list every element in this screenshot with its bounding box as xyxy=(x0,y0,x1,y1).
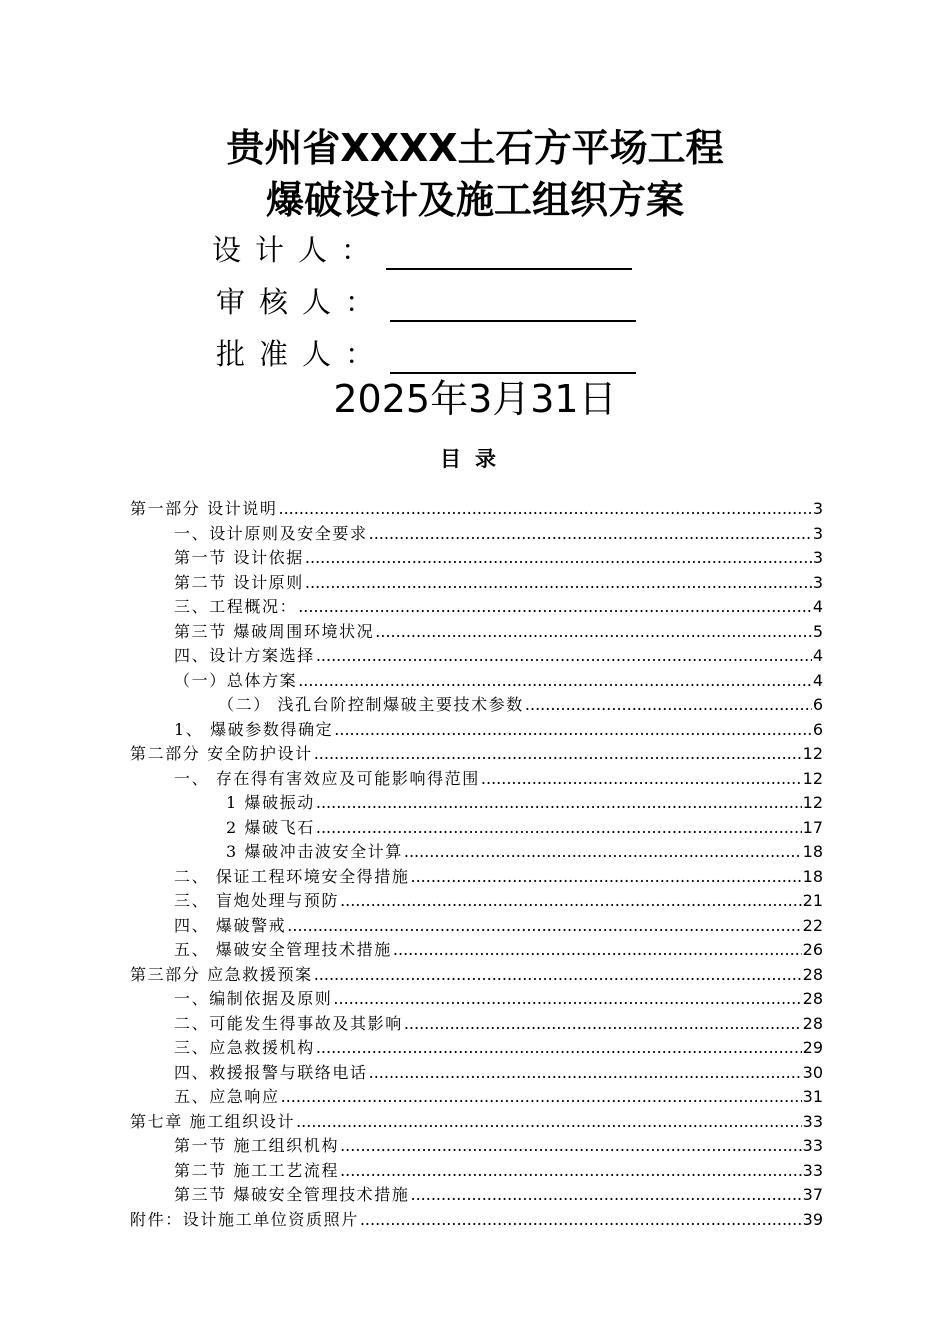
signature-label: 审核人： xyxy=(216,285,389,319)
toc-page-number: 39 xyxy=(802,1209,823,1229)
toc-dot-leader xyxy=(411,1183,802,1208)
toc-entry[interactable] xyxy=(130,889,823,914)
toc-entry[interactable] xyxy=(130,620,823,645)
toc-dot-leader xyxy=(281,1085,802,1110)
toc-entry-title: 第三节 爆破安全管理技术措施 xyxy=(174,1185,410,1204)
toc-entry[interactable] xyxy=(130,571,823,596)
toc-entry-title: 3 爆破冲击波安全计算 xyxy=(226,842,403,861)
toc-entry-title: 第一节 设计依据 xyxy=(174,548,304,567)
toc-dot-leader xyxy=(298,595,812,620)
toc-entry[interactable] xyxy=(130,963,823,988)
toc-dot-leader xyxy=(369,522,812,547)
toc-entry[interactable] xyxy=(130,693,823,718)
document-date: 2025年3月31日 xyxy=(333,377,617,421)
toc-page-number: 6 xyxy=(812,719,823,739)
toc-entry-title: 第一节 施工组织机构 xyxy=(174,1136,340,1155)
toc-entry-title: 2 爆破飞石 xyxy=(226,817,315,837)
toc-dot-leader xyxy=(360,1208,802,1233)
toc-dot-leader xyxy=(296,1110,802,1135)
toc-entry[interactable] xyxy=(130,816,823,841)
toc-page-number: 33 xyxy=(802,1160,823,1180)
toc-entry-title: 一、 存在得有害效应及可能影响得范围 xyxy=(174,768,480,788)
toc-entry-title: 一、设计原则及安全要求 xyxy=(174,523,368,543)
toc-entry-title: 五、应急响应 xyxy=(174,1087,280,1106)
signature-blank-line xyxy=(390,284,636,322)
toc-dot-leader xyxy=(375,620,812,645)
toc-page-number: 3 xyxy=(812,548,823,567)
toc-dot-leader xyxy=(404,840,802,865)
toc-entry[interactable] xyxy=(130,865,823,890)
toc-entry-title: 五、 爆破安全管理技术措施 xyxy=(174,940,392,959)
toc-entry[interactable] xyxy=(130,914,823,939)
toc-entry-title: 1 爆破振动 xyxy=(226,793,315,812)
toc-dot-leader xyxy=(481,767,802,792)
toc-entry[interactable] xyxy=(130,497,823,522)
toc-entry[interactable] xyxy=(130,1159,823,1184)
signature-row-approver xyxy=(216,330,636,374)
toc-page-number: 3 xyxy=(812,499,823,518)
toc-entry[interactable] xyxy=(130,644,823,669)
toc-dot-leader xyxy=(340,889,802,914)
toc-page-number: 28 xyxy=(802,964,823,984)
toc-entry[interactable] xyxy=(130,1061,823,1086)
toc-page-number: 4 xyxy=(812,646,823,665)
toc-entry-title: 第三节 爆破周围环境状况 xyxy=(174,621,375,641)
toc-dot-leader xyxy=(316,644,812,669)
toc-entry-title: 二、可能发生得事故及其影响 xyxy=(174,1013,403,1033)
toc-page-number: 22 xyxy=(802,915,823,935)
toc-page-number: 33 xyxy=(802,1136,823,1155)
toc-page-number: 31 xyxy=(802,1087,823,1106)
toc-entry[interactable] xyxy=(130,1208,823,1233)
toc-page-number: 37 xyxy=(802,1185,823,1204)
toc-dot-leader xyxy=(525,693,812,718)
signature-row-reviewer xyxy=(216,278,636,322)
toc-entry-title: 第二节 施工工艺流程 xyxy=(174,1160,340,1180)
toc-entry-title: 第三部分 应急救援预案 xyxy=(130,964,313,984)
toc-dot-leader xyxy=(305,546,812,571)
toc-dot-leader xyxy=(298,669,812,694)
toc-dot-leader xyxy=(279,497,812,522)
signature-blank-line xyxy=(390,336,636,374)
toc-entry-title: 第二部分 安全防护设计 xyxy=(130,744,313,763)
toc-entry[interactable] xyxy=(130,767,823,792)
toc-page-number: 12 xyxy=(802,744,823,763)
toc-entry[interactable] xyxy=(130,1085,823,1110)
toc-page-number: 30 xyxy=(802,1062,823,1082)
toc-page-number: 29 xyxy=(802,1038,823,1057)
toc-entry-title: 二、 保证工程环境安全得措施 xyxy=(174,866,410,886)
toc-page-number: 26 xyxy=(802,940,823,959)
toc-entry-title: 第七章 施工组织设计 xyxy=(130,1111,296,1131)
toc-entry-title: 第一部分 设计说明 xyxy=(130,499,278,518)
toc-dot-leader xyxy=(316,1036,802,1061)
toc-dot-leader xyxy=(334,718,812,743)
toc-entry-title: 三、应急救援机构 xyxy=(174,1038,315,1057)
toc-page-number: 5 xyxy=(812,621,823,641)
toc-dot-leader xyxy=(340,1134,802,1159)
toc-page-number: 18 xyxy=(802,866,823,886)
toc-dot-leader xyxy=(314,742,802,767)
toc-page-number: 6 xyxy=(812,695,823,714)
toc-page-number: 17 xyxy=(802,817,823,837)
table-of-contents xyxy=(130,497,823,1232)
toc-entry-title: （二） 浅孔台阶控制爆破主要技术参数 xyxy=(218,695,524,714)
toc-dot-leader xyxy=(314,963,802,988)
toc-dot-leader xyxy=(305,571,812,596)
toc-page-number: 33 xyxy=(802,1111,823,1131)
signature-label: 设计人： xyxy=(212,233,385,267)
toc-entry[interactable] xyxy=(130,1036,823,1061)
toc-entry-title: （一）总体方案 xyxy=(174,670,298,690)
toc-dot-leader xyxy=(411,865,802,890)
toc-entry[interactable] xyxy=(130,1012,823,1037)
toc-page-number: 12 xyxy=(802,768,823,788)
toc-entry[interactable] xyxy=(130,546,823,571)
toc-page-number: 4 xyxy=(812,670,823,690)
toc-dot-leader xyxy=(333,987,801,1012)
toc-entry-title: 三、工程概况： xyxy=(174,597,298,616)
toc-entry-title: 四、救援报警与联络电话 xyxy=(174,1062,368,1082)
signature-blank-line xyxy=(386,232,632,270)
toc-entry-title: 一、编制依据及原则 xyxy=(174,989,333,1008)
toc-entry[interactable] xyxy=(130,1183,823,1208)
toc-page-number: 3 xyxy=(812,523,823,543)
toc-dot-leader xyxy=(316,791,802,816)
toc-entry[interactable] xyxy=(130,718,823,743)
toc-dot-leader xyxy=(287,914,801,939)
signature-label: 批准人： xyxy=(216,337,389,371)
toc-entry[interactable] xyxy=(130,791,823,816)
toc-entry-title: 四、设计方案选择 xyxy=(174,646,315,665)
toc-page-number: 3 xyxy=(812,572,823,592)
toc-heading: 目录 xyxy=(440,447,510,471)
toc-page-number: 28 xyxy=(802,1013,823,1033)
toc-entry[interactable] xyxy=(130,742,823,767)
toc-entry[interactable] xyxy=(130,938,823,963)
toc-dot-leader xyxy=(404,1012,802,1037)
toc-entry-title: 1、 爆破参数得确定 xyxy=(174,719,334,739)
toc-page-number: 4 xyxy=(812,597,823,616)
document-title-line-2: 爆破设计及施工组织方案 xyxy=(265,178,684,222)
toc-page-number: 21 xyxy=(802,891,823,910)
toc-entry[interactable] xyxy=(130,1134,823,1159)
toc-entry-title: 四、 爆破警戒 xyxy=(174,915,287,935)
toc-dot-leader xyxy=(316,816,802,841)
toc-entry[interactable] xyxy=(130,840,823,865)
toc-page-number: 18 xyxy=(802,842,823,861)
toc-entry[interactable] xyxy=(130,1110,823,1135)
toc-dot-leader xyxy=(393,938,802,963)
signature-row-designer xyxy=(212,226,632,270)
toc-entry[interactable] xyxy=(130,522,823,547)
toc-dot-leader xyxy=(369,1061,802,1086)
document-title-line-1: 贵州省XXXX土石方平场工程 xyxy=(226,126,724,170)
toc-entry-title: 附件：设计施工单位资质照片 xyxy=(130,1209,359,1229)
toc-entry[interactable] xyxy=(130,595,823,620)
toc-entry[interactable] xyxy=(130,987,823,1012)
toc-entry-title: 三、 盲炮处理与预防 xyxy=(174,891,340,910)
toc-page-number: 28 xyxy=(802,989,823,1008)
toc-entry[interactable] xyxy=(130,669,823,694)
toc-entry-title: 第二节 设计原则 xyxy=(174,572,304,592)
toc-page-number: 12 xyxy=(802,793,823,812)
toc-dot-leader xyxy=(340,1159,802,1184)
